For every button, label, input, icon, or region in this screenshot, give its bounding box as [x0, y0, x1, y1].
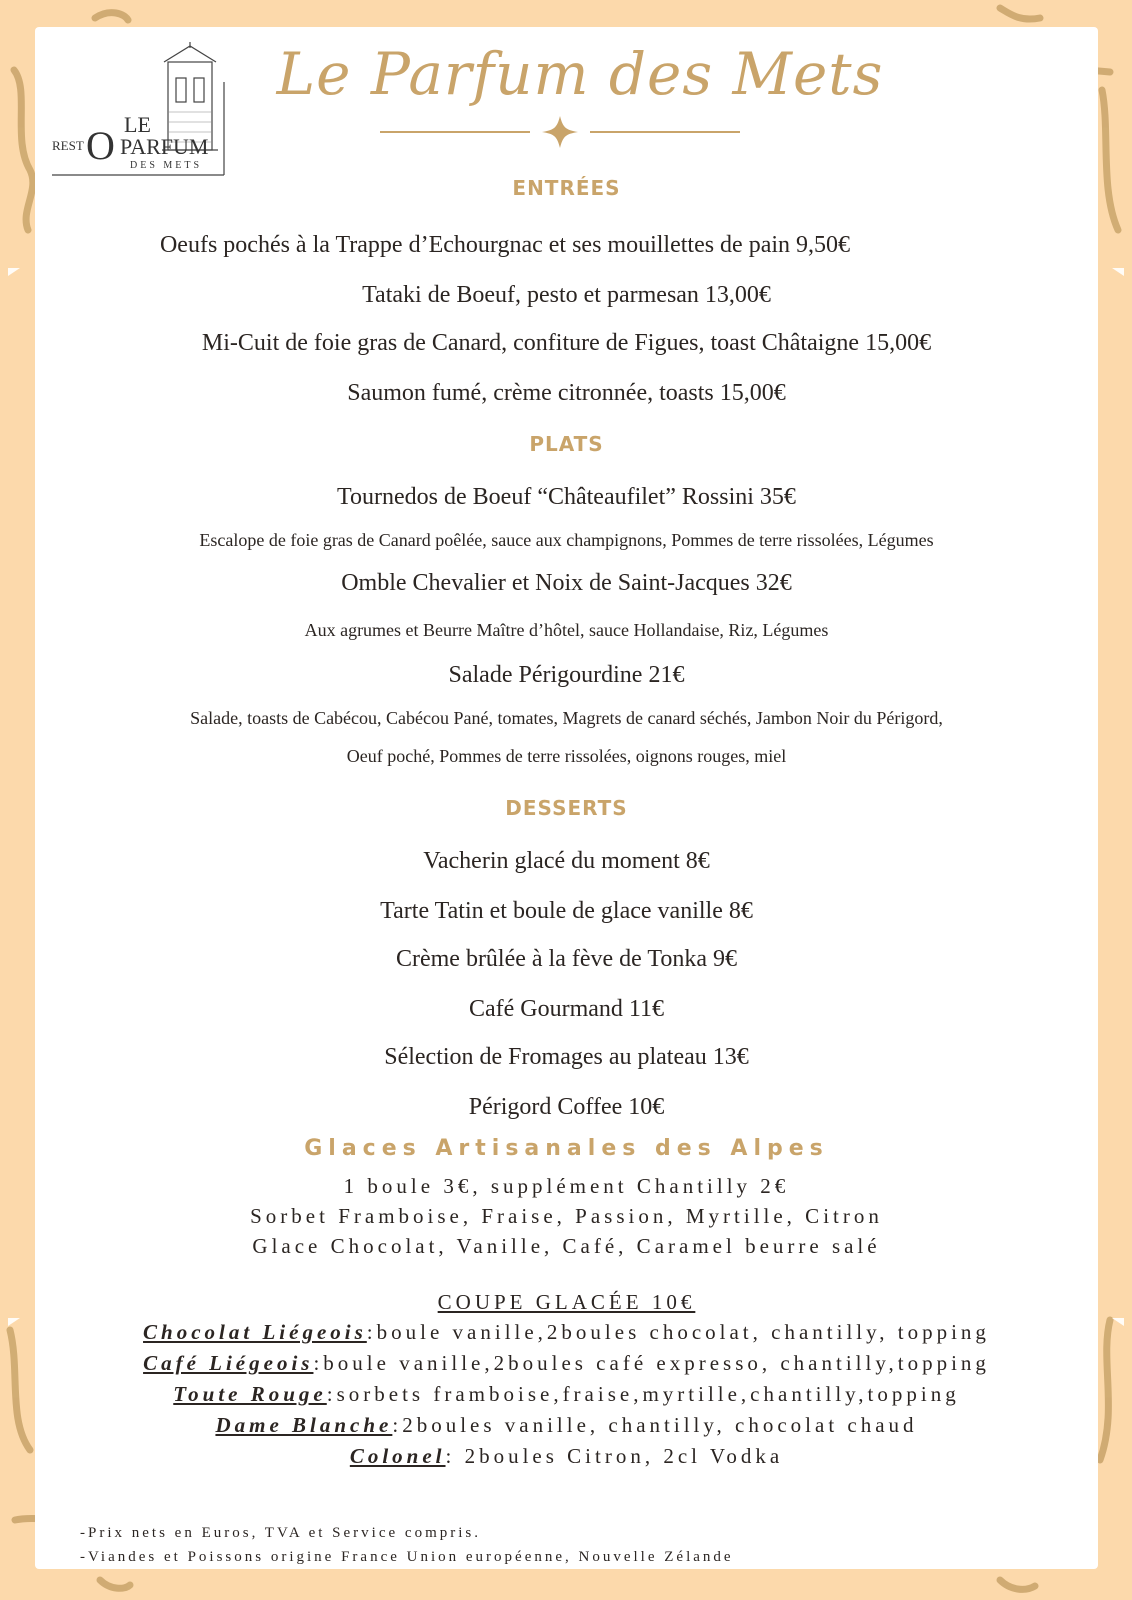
- entree-item: Saumon fumé, crème citronnée, toasts 15,00€: [347, 380, 786, 406]
- coupe-item-desc: :boule vanille,2boules chocolat, chantilly, topping: [366, 1320, 990, 1344]
- coupe-item: [35, 1382, 1098, 1407]
- entree-item: Mi-Cuit de foie gras de Canard, confiture de Figues, toast Châtaigne 15,00€: [201, 330, 932, 356]
- coupe-item-desc: :2boules vanille, chantilly, chocolat chaud: [392, 1413, 918, 1437]
- plat-name: Salade Périgourdine 21€: [448, 662, 685, 688]
- entree-item: Tataki de Boeuf, pesto et parmesan 13,00€: [362, 282, 771, 308]
- dessert-item: Vacherin glacé du moment 8€: [423, 848, 710, 874]
- logo-des-mets: DES METS: [130, 160, 203, 171]
- coupe-item: [35, 1444, 1098, 1469]
- desserts-heading: DESSERTS: [505, 796, 628, 820]
- footer-note: -Viandes et Poissons origine France Union européenne, Nouvelle Zélande: [80, 1549, 734, 1565]
- logo-parfum: PARFUM: [120, 134, 209, 159]
- coupe-title: [35, 1290, 1098, 1315]
- coupe-item-name: Dame Blanche: [215, 1413, 393, 1437]
- footer-note: -Prix nets en Euros, TVA et Service compris.: [80, 1525, 481, 1541]
- menu-title: Le Parfum des Mets: [276, 40, 884, 108]
- plats-heading: PLATS: [529, 432, 604, 456]
- coupe-item-desc: :sorbets framboise,fraise,myrtille,chantilly,topping: [326, 1382, 960, 1406]
- coupe-item-desc: :boule vanille,2boules café expresso, chantilly,topping: [313, 1351, 990, 1375]
- coupe-item-name: Toute Rouge: [173, 1382, 327, 1406]
- dessert-item: Café Gourmand 11€: [468, 996, 665, 1022]
- plat-description: Salade, toasts de Cabécou, Cabécou Pané, tomates, Magrets de canard séchés, Jambon Noir du Périgord,: [190, 708, 943, 728]
- coupe-item: [35, 1320, 1098, 1345]
- plat-description: Aux agrumes et Beurre Maître d’hôtel, sauce Hollandaise, Riz, Légumes: [304, 620, 829, 640]
- plat-description: Oeuf poché, Pommes de terre rissolées, oignons rouges, miel: [346, 746, 787, 766]
- plat-name: Omble Chevalier et Noix de Saint-Jacques 32€: [341, 570, 792, 596]
- logo-le: LE: [124, 112, 151, 137]
- plat-name: Tournedos de Boeuf “Châteaufilet” Rossini 35€: [337, 484, 796, 510]
- glaces-heading: Glaces Artisanales des Alpes: [304, 1136, 829, 1161]
- title-ornament: [380, 114, 740, 154]
- dessert-item: Crème brûlée à la fève de Tonka 9€: [395, 946, 738, 972]
- entree-item: Oeufs pochés à la Trappe d’Echourgnac et ses mouillettes de pain 9,50€: [159, 232, 851, 258]
- dessert-item: Tarte Tatin et boule de glace vanille 8€: [380, 898, 753, 924]
- coupe-item: [35, 1413, 1098, 1438]
- logo-resto: REST: [52, 138, 84, 153]
- coupe-item-name: Chocolat Liégeois: [143, 1320, 367, 1344]
- glaces-line: Glace Chocolat, Vanille, Café, Caramel beurre salé: [252, 1234, 881, 1258]
- coupe-item-name: Café Liégeois: [143, 1351, 314, 1375]
- coupe-item-desc: : 2boules Citron, 2cl Vodka: [445, 1444, 784, 1468]
- coupe-title-text: COUPE GLACÉE 10€: [437, 1290, 696, 1314]
- dessert-item: Sélection de Fromages au plateau 13€: [384, 1044, 749, 1070]
- logo-o: O: [86, 123, 115, 168]
- restaurant-logo: [52, 42, 228, 176]
- coupe-item-name: Colonel: [349, 1444, 446, 1468]
- glaces-line: 1 boule 3€, supplément Chantilly 2€: [343, 1174, 790, 1198]
- glaces-line: Sorbet Framboise, Fraise, Passion, Myrtille, Citron: [250, 1204, 883, 1228]
- dessert-item: Périgord Coffee 10€: [468, 1094, 665, 1120]
- entrees-heading: ENTRÉES: [512, 176, 621, 200]
- plat-description: Escalope de foie gras de Canard poêlée, sauce aux champignons, Pommes de terre rissolées, Légumes: [199, 530, 934, 550]
- coupe-item: [35, 1351, 1098, 1376]
